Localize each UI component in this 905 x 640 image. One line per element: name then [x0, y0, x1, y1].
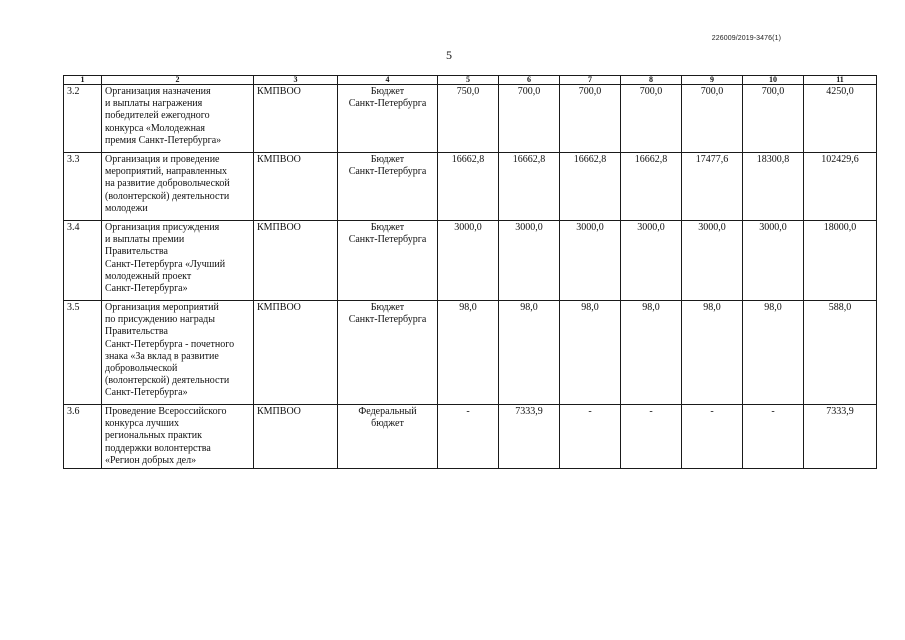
row-number: 3.3: [64, 153, 102, 221]
executor: КМПВОО: [254, 405, 338, 469]
activity-name: [102, 405, 254, 469]
total-cell: 102429,6: [804, 153, 877, 221]
value-cell: 700,0: [743, 85, 804, 153]
value-cell: 3000,0: [743, 221, 804, 301]
value-cell: 16662,8: [438, 153, 499, 221]
column-header: 10: [743, 76, 804, 85]
funding-source-line: Федеральный: [358, 406, 417, 417]
total-cell: 4250,0: [804, 85, 877, 153]
activity-name-line: Санкт-Петербурга»: [105, 283, 188, 295]
executor: КМПВОО: [254, 301, 338, 405]
activity-name-line: Организация назначения: [105, 86, 211, 97]
value-cell: -: [743, 405, 804, 469]
funding-source: [338, 221, 438, 301]
activity-name-line: Организация и проведение: [105, 154, 220, 165]
activity-name-line: Правительства: [105, 246, 168, 258]
value-cell: 700,0: [621, 85, 682, 153]
column-header: 9: [682, 76, 743, 85]
activity-name-line: Санкт-Петербурга «Лучший: [105, 258, 226, 270]
activity-name-line: (волонтерской) деятельности: [105, 375, 230, 387]
activity-name-line: поддержки волонтерства: [105, 442, 211, 454]
column-header: 8: [621, 76, 682, 85]
table-row: [64, 85, 877, 153]
funding-source-line: Санкт-Петербурга: [348, 98, 427, 110]
column-header: 4: [338, 76, 438, 85]
table-row: [64, 221, 877, 301]
activity-name-line: на развитие добровольческой: [105, 178, 230, 190]
value-cell: 3000,0: [682, 221, 743, 301]
value-cell: 3000,0: [438, 221, 499, 301]
column-header: 5: [438, 76, 499, 85]
value-cell: 98,0: [743, 301, 804, 405]
value-cell: 16662,8: [560, 153, 621, 221]
column-header: 6: [499, 76, 560, 85]
row-number: 3.6: [64, 405, 102, 469]
funding-source: [338, 405, 438, 469]
value-cell: 700,0: [499, 85, 560, 153]
activity-name-line: премия Санкт-Петербурга»: [105, 134, 222, 146]
activity-name-line: Проведение Всероссийского: [105, 406, 227, 417]
activity-name-line: «Регион добрых дел»: [105, 454, 197, 466]
funding-source-line: Санкт-Петербурга: [348, 166, 427, 178]
row-number: 3.5: [64, 301, 102, 405]
funding-source: [338, 301, 438, 405]
activity-name-line: молодежи: [105, 202, 148, 214]
page-number: 5: [446, 48, 452, 62]
executor: КМПВОО: [254, 85, 338, 153]
value-cell: 98,0: [682, 301, 743, 405]
value-cell: 98,0: [438, 301, 499, 405]
value-cell: 3000,0: [560, 221, 621, 301]
table-header-row: [64, 76, 877, 85]
value-cell: -: [682, 405, 743, 469]
activity-name-line: победителей ежегодного: [105, 110, 210, 122]
value-cell: 750,0: [438, 85, 499, 153]
row-number: 3.4: [64, 221, 102, 301]
activity-name: [102, 221, 254, 301]
activity-name-line: конкурса «Молодежная: [105, 122, 205, 134]
activity-name-line: Правительства: [105, 326, 168, 338]
value-cell: -: [621, 405, 682, 469]
funding-source-line: Бюджет: [370, 154, 405, 165]
funding-source: [338, 153, 438, 221]
column-header: 11: [804, 76, 877, 85]
activity-name-line: конкурса лучших: [105, 418, 179, 430]
value-cell: 3000,0: [621, 221, 682, 301]
column-header: 3: [254, 76, 338, 85]
row-number: 3.2: [64, 85, 102, 153]
value-cell: 700,0: [682, 85, 743, 153]
total-cell: 588,0: [804, 301, 877, 405]
executor: КМПВОО: [254, 221, 338, 301]
value-cell: -: [438, 405, 499, 469]
value-cell: 17477,6: [682, 153, 743, 221]
funding-source-line: Бюджет: [370, 302, 405, 313]
funding-source-line: Бюджет: [370, 86, 405, 97]
value-cell: 7333,9: [499, 405, 560, 469]
activity-name-line: мероприятий, направленных: [105, 166, 228, 178]
value-cell: -: [560, 405, 621, 469]
executor: КМПВОО: [254, 153, 338, 221]
activity-name: [102, 301, 254, 405]
activity-name-line: и выплаты награжения: [105, 98, 203, 110]
activity-name-line: знака «За вклад в развитие: [105, 350, 219, 362]
funding-source-line: Санкт-Петербурга: [348, 234, 427, 246]
activity-name-line: (волонтерской) деятельности: [105, 190, 230, 202]
column-header: 1: [64, 76, 102, 85]
document-id: 226009/2019-3476(1): [711, 35, 781, 42]
value-cell: 98,0: [621, 301, 682, 405]
total-cell: 18000,0: [804, 221, 877, 301]
activity-name: [102, 153, 254, 221]
column-header: 2: [102, 76, 254, 85]
funding-source: [338, 85, 438, 153]
program-table: [63, 75, 877, 469]
activity-name-line: Санкт-Петербурга - почетного: [105, 338, 235, 350]
column-header: 7: [560, 76, 621, 85]
activity-name-line: молодежный проект: [105, 270, 192, 282]
activity-name-line: и выплаты премии: [105, 234, 185, 246]
activity-name-line: региональных практик: [105, 430, 202, 442]
activity-name-line: по присуждению награды: [105, 314, 215, 326]
activity-name-line: Организация мероприятий: [105, 302, 219, 313]
value-cell: 98,0: [499, 301, 560, 405]
value-cell: 16662,8: [499, 153, 560, 221]
funding-source-line: бюджет: [371, 418, 404, 430]
activity-name-line: добровольческой: [105, 363, 178, 375]
activity-name: [102, 85, 254, 153]
value-cell: 18300,8: [743, 153, 804, 221]
funding-source-line: Санкт-Петербурга: [348, 314, 427, 326]
funding-source-line: Бюджет: [370, 222, 405, 233]
table-row: [64, 405, 877, 469]
total-cell: 7333,9: [804, 405, 877, 469]
value-cell: 98,0: [560, 301, 621, 405]
value-cell: 700,0: [560, 85, 621, 153]
activity-name-line: Санкт-Петербурга»: [105, 387, 188, 399]
table-row: [64, 301, 877, 405]
value-cell: 3000,0: [499, 221, 560, 301]
activity-name-line: Организация присуждения: [105, 222, 220, 233]
table-row: [64, 153, 877, 221]
value-cell: 16662,8: [621, 153, 682, 221]
